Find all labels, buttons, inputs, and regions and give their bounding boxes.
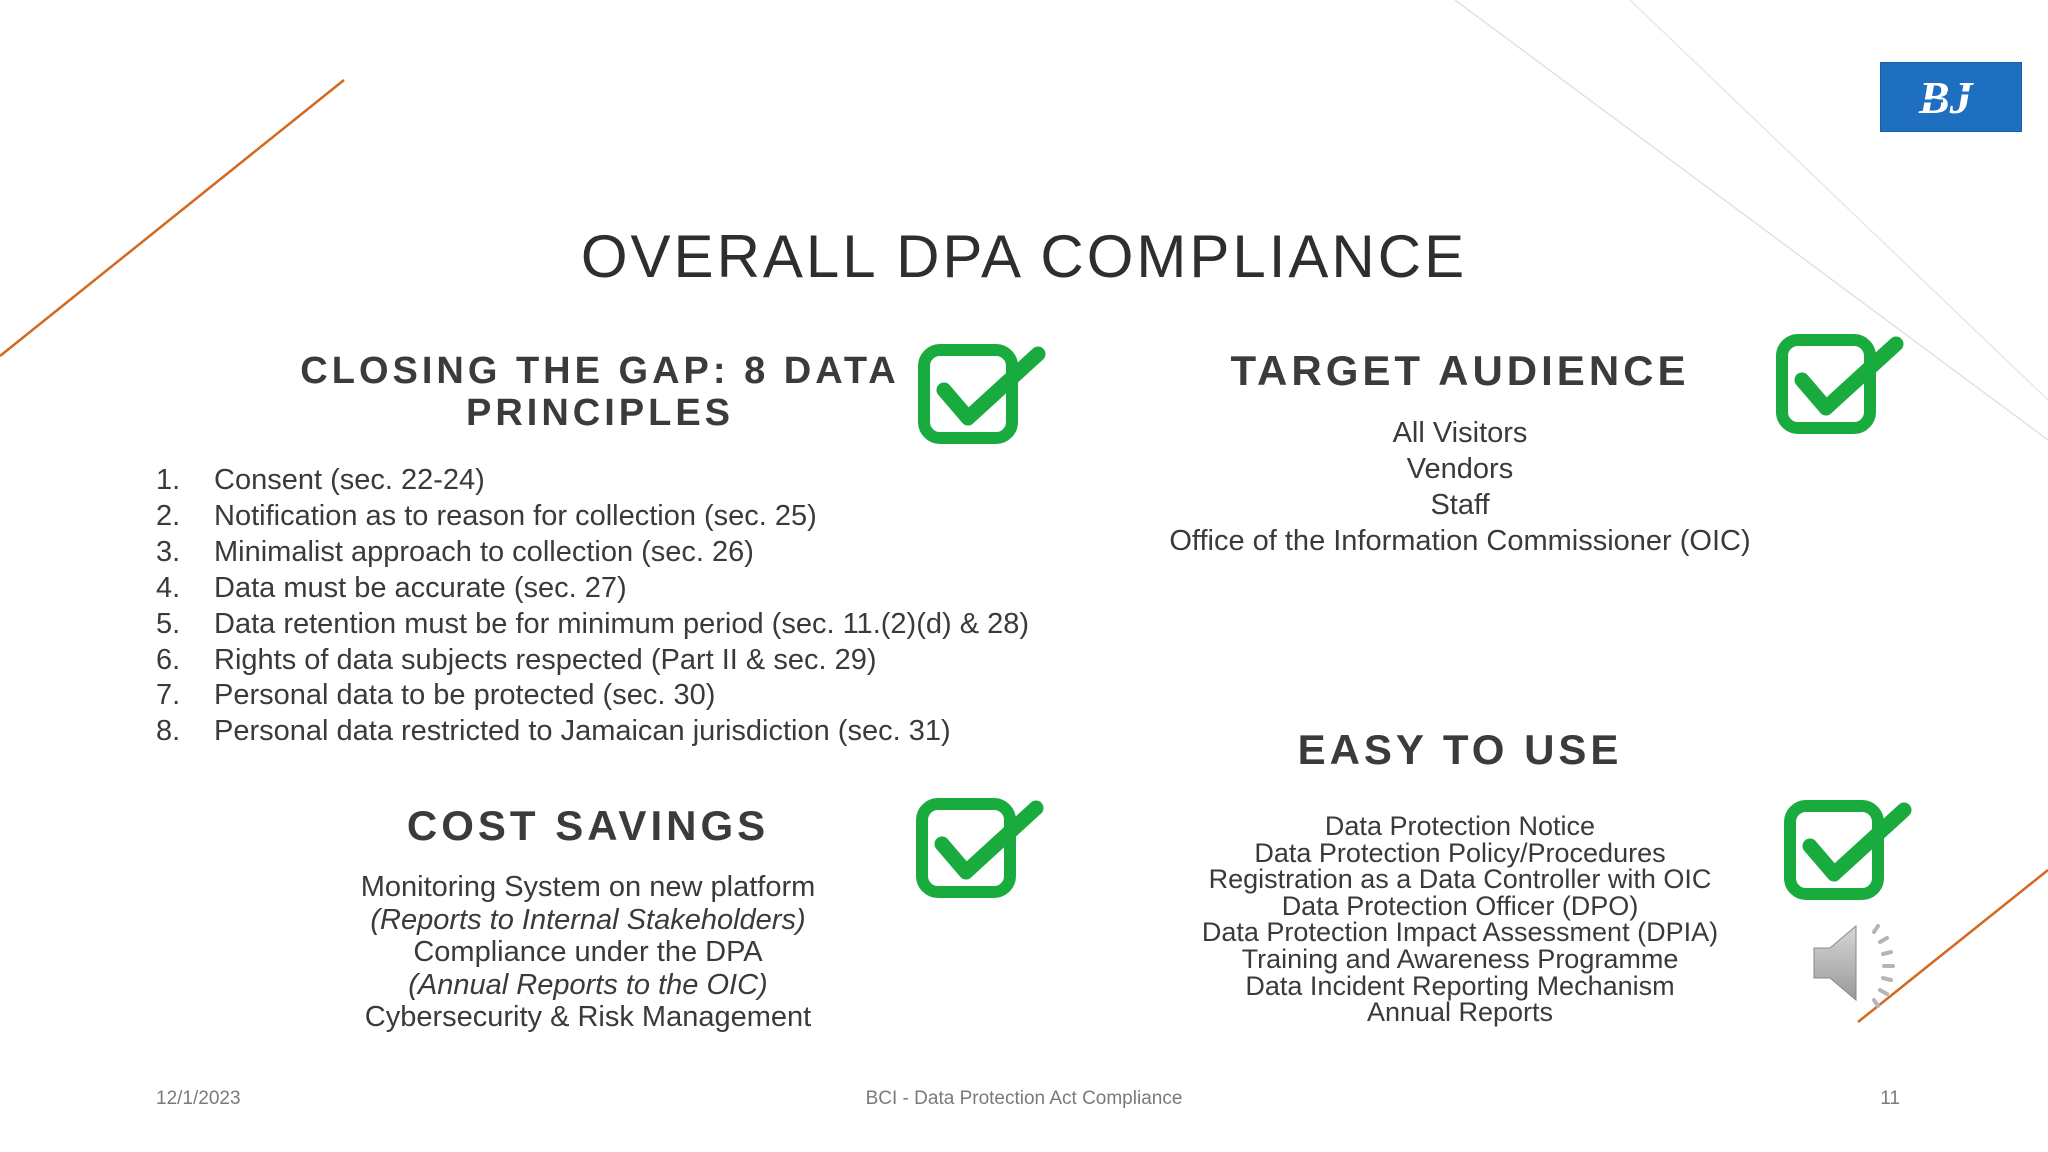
cost-savings-item: (Annual Reports to the OIC): [408, 968, 768, 1001]
easy-to-use-item: Training and Awareness Programme: [1241, 943, 1679, 974]
principle-number: 5.: [156, 607, 181, 640]
easy-to-use-item: Data Protection Policy/Procedures: [1254, 837, 1666, 868]
cost-savings-heading: COST SAVINGS: [406, 802, 770, 849]
closing-gap-heading: CLOSING THE GAP: 8 DATA PRINCIPLES: [300, 350, 900, 434]
audience-item: Staff: [1430, 489, 1490, 521]
audience-item: Vendors: [1406, 453, 1514, 485]
principle-item: [156, 607, 1029, 643]
easy-to-use-heading: EASY TO USE: [1297, 726, 1623, 773]
principle-number: 2.: [156, 499, 181, 532]
principle-item: [156, 571, 1029, 607]
checkbox-checked-icon: [1782, 796, 1912, 904]
checkbox-checked-icon: [916, 340, 1046, 448]
audience-item: Office of the Information Commissioner (OIC): [1169, 525, 1751, 557]
cost-savings-item: (Reports to Internal Stakeholders): [370, 903, 806, 936]
easy-to-use-item: Data Protection Officer (DPO): [1281, 890, 1639, 921]
principles-list: [156, 463, 1029, 750]
principle-item: [156, 499, 1029, 535]
footer-date: 12/1/2023: [156, 1088, 241, 1109]
principle-item: [156, 678, 1029, 714]
principle-text: Data must be accurate (sec. 27): [214, 571, 627, 604]
target-audience-heading: TARGET AUDIENCE: [1230, 347, 1690, 394]
footer-title: BCI - Data Protection Act Compliance: [865, 1088, 1183, 1109]
logo-mark-icon: [1913, 71, 1989, 123]
principle-text: Personal data restricted to Jamaican jurisdiction (sec. 31): [214, 715, 951, 748]
easy-to-use-list: [1110, 813, 1810, 1026]
cost-savings-list: [288, 871, 888, 1034]
principle-text: Minimalist approach to collection (sec. 26): [214, 535, 754, 568]
easy-to-use-item: Data Incident Reporting Mechanism: [1245, 970, 1675, 1001]
cost-savings-item: Monitoring System on new platform: [360, 871, 816, 903]
cost-savings-item: Cybersecurity & Risk Management: [364, 1001, 812, 1033]
principle-number: 1.: [156, 464, 181, 496]
principle-text: Data retention must be for minimum period (sec. 11.(2)(d) & 28): [214, 607, 1030, 640]
easy-to-use-item: Data Protection Impact Assessment (DPIA): [1201, 917, 1719, 948]
easy-to-use-item: Registration as a Data Controller with OIC: [1208, 864, 1712, 895]
easy-to-use-item: Annual Reports: [1366, 997, 1554, 1028]
target-audience-list: [1110, 415, 1810, 559]
principle-text: Personal data to be protected (sec. 30): [214, 679, 716, 712]
principle-text: Rights of data subjects respected (Part II & sec. 29): [214, 643, 877, 676]
principle-text: Consent (sec. 22-24): [214, 464, 485, 496]
principle-number: 3.: [156, 535, 181, 568]
easy-to-use-item: Data Protection Notice: [1324, 811, 1596, 841]
speaker-audio-icon[interactable]: [1808, 918, 1912, 1008]
company-logo: [1880, 62, 2022, 132]
principle-item: [156, 535, 1029, 571]
slide-title: OVERALL DPA COMPLIANCE: [580, 223, 1468, 290]
checkbox-checked-icon: [914, 794, 1044, 902]
page-number: 11: [1880, 1088, 1900, 1109]
principle-number: 4.: [156, 571, 181, 604]
svg-text:BJ: BJ: [1919, 72, 1973, 123]
principle-item: [156, 643, 1029, 679]
principle-text: Notification as to reason for collection (sec. 25): [214, 499, 817, 532]
checkbox-checked-icon: [1774, 330, 1904, 438]
principle-item: [156, 714, 1029, 750]
principle-number: 8.: [156, 715, 181, 748]
principle-item: [156, 463, 1029, 499]
principle-number: 6.: [156, 643, 181, 676]
principle-number: 7.: [156, 679, 181, 712]
audience-item: All Visitors: [1392, 417, 1528, 449]
cost-savings-item: Compliance under the DPA: [413, 936, 763, 968]
